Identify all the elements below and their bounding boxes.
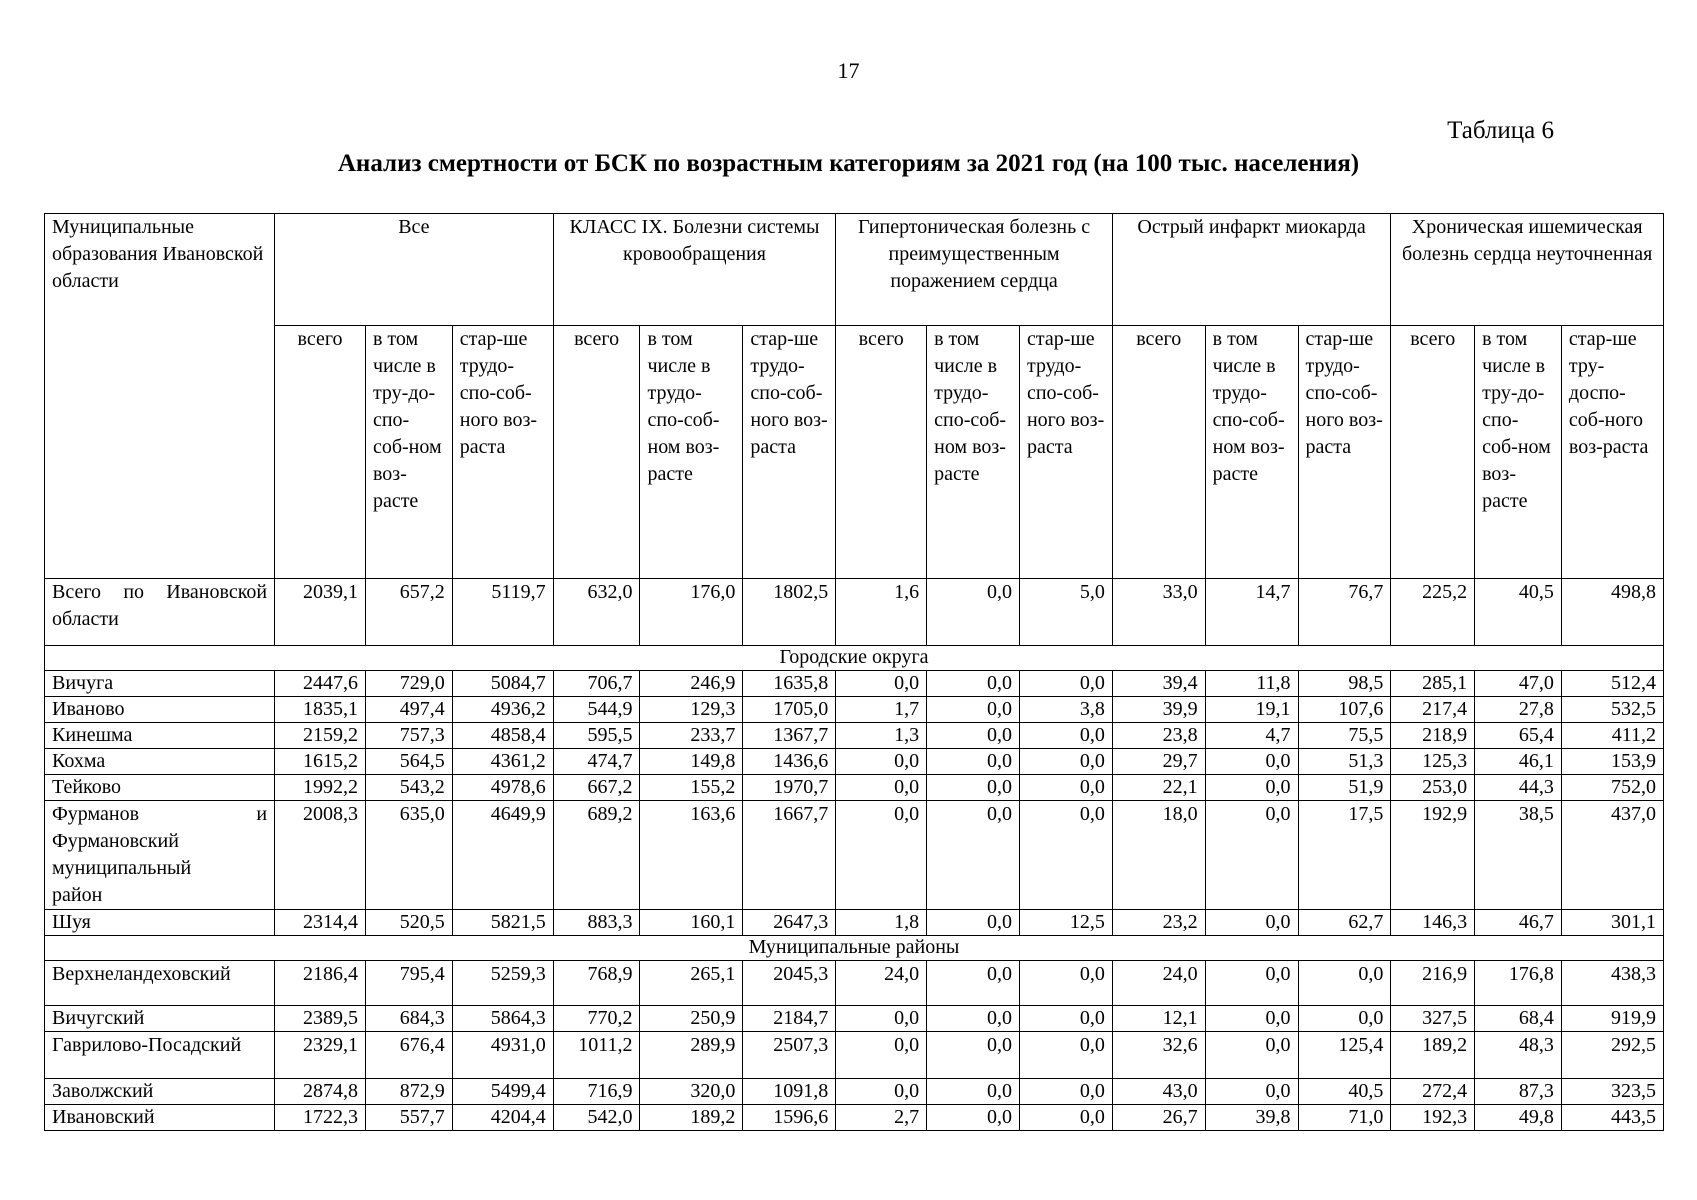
table-cell: 192,9 bbox=[1391, 801, 1475, 910]
table-cell: 770,2 bbox=[553, 1006, 640, 1032]
table-cell: 76,7 bbox=[1298, 579, 1391, 646]
table-cell: 657,2 bbox=[365, 579, 452, 646]
table-cell: 4978,6 bbox=[452, 775, 553, 801]
table-cell: 5499,4 bbox=[452, 1079, 553, 1105]
row-name: Шуя bbox=[45, 910, 275, 936]
table-cell: 2647,3 bbox=[743, 910, 836, 936]
table-cell: 0,0 bbox=[1205, 775, 1298, 801]
table-cell: 919,9 bbox=[1561, 1006, 1663, 1032]
table-cell: 51,9 bbox=[1298, 775, 1391, 801]
table-row bbox=[45, 801, 1664, 910]
row-name bbox=[45, 801, 275, 910]
table-row-total bbox=[45, 579, 1664, 646]
table-cell: 0,0 bbox=[836, 775, 927, 801]
table-cell: 2159,2 bbox=[275, 723, 366, 749]
table-cell: 125,3 bbox=[1391, 749, 1475, 775]
table-cell: 2045,3 bbox=[743, 961, 836, 1006]
table-cell: 0,0 bbox=[927, 1105, 1020, 1131]
header-subcolumn: в том числе в тру-до-спо-соб-ном воз-расте bbox=[1475, 326, 1562, 579]
table-cell: 0,0 bbox=[1019, 1006, 1112, 1032]
table-cell: 272,4 bbox=[1391, 1079, 1475, 1105]
table-cell: 0,0 bbox=[836, 749, 927, 775]
table-cell: 5864,3 bbox=[452, 1006, 553, 1032]
header-subcolumn: стар-ше тру-доспо-соб-ного воз-раста bbox=[1561, 326, 1663, 579]
row-name: Вичугский bbox=[45, 1006, 275, 1032]
table-label: Таблица 6 bbox=[1447, 117, 1554, 144]
table-cell: 29,7 bbox=[1112, 749, 1205, 775]
table-cell: 0,0 bbox=[836, 1032, 927, 1079]
table-cell: 4,7 bbox=[1205, 723, 1298, 749]
table-cell: 474,7 bbox=[553, 749, 640, 775]
row-name-line: Фурманов и bbox=[52, 803, 268, 825]
table-cell: 12,1 bbox=[1112, 1006, 1205, 1032]
table-cell: 706,7 bbox=[553, 671, 640, 697]
table-cell: 5,0 bbox=[1019, 579, 1112, 646]
table-cell: 443,5 bbox=[1561, 1105, 1663, 1131]
table-cell: 0,0 bbox=[836, 1006, 927, 1032]
table-cell: 512,4 bbox=[1561, 671, 1663, 697]
table-row bbox=[45, 775, 1664, 801]
table-cell: 1835,1 bbox=[275, 697, 366, 723]
table-cell: 2874,8 bbox=[275, 1079, 366, 1105]
table-title: Анализ смертности от БСК по возрастным категориям за 2021 год (на 100 тыс. населения) bbox=[337, 150, 1360, 177]
section-title: Муниципальные районы bbox=[45, 936, 1664, 961]
table-cell: 0,0 bbox=[1019, 723, 1112, 749]
table-cell: 0,0 bbox=[836, 671, 927, 697]
table-cell: 768,9 bbox=[553, 961, 640, 1006]
table-cell: 5821,5 bbox=[452, 910, 553, 936]
table-row bbox=[45, 1006, 1664, 1032]
table-cell: 253,0 bbox=[1391, 775, 1475, 801]
header-subcolumn: всего bbox=[1112, 326, 1205, 579]
table-cell: 0,0 bbox=[1019, 775, 1112, 801]
table-cell: 68,4 bbox=[1475, 1006, 1562, 1032]
table-cell: 320,0 bbox=[640, 1079, 743, 1105]
table-cell: 0,0 bbox=[1019, 671, 1112, 697]
table-cell: 0,0 bbox=[1205, 801, 1298, 910]
table-cell: 564,5 bbox=[365, 749, 452, 775]
table-cell: 11,8 bbox=[1205, 671, 1298, 697]
table-cell: 192,3 bbox=[1391, 1105, 1475, 1131]
table-cell: 0,0 bbox=[927, 1006, 1020, 1032]
row-name: Кинешма bbox=[45, 723, 275, 749]
table-cell: 87,3 bbox=[1475, 1079, 1562, 1105]
table-cell: 684,3 bbox=[365, 1006, 452, 1032]
table-cell: 160,1 bbox=[640, 910, 743, 936]
table-cell: 0,0 bbox=[1019, 749, 1112, 775]
table-cell: 0,0 bbox=[1205, 1006, 1298, 1032]
table-cell: 752,0 bbox=[1561, 775, 1663, 801]
table-cell: 1596,6 bbox=[743, 1105, 836, 1131]
table-cell: 2389,5 bbox=[275, 1006, 366, 1032]
table-cell: 2,7 bbox=[836, 1105, 927, 1131]
table-cell: 323,5 bbox=[1561, 1079, 1663, 1105]
table-cell: 0,0 bbox=[927, 1079, 1020, 1105]
table-cell: 4936,2 bbox=[452, 697, 553, 723]
row-name: Вичуга bbox=[45, 671, 275, 697]
table-cell: 40,5 bbox=[1475, 579, 1562, 646]
header-subcolumn: в том числе в трудо-спо-соб-ном воз-расте bbox=[640, 326, 743, 579]
table-cell: 595,5 bbox=[553, 723, 640, 749]
table-cell: 0,0 bbox=[927, 1032, 1020, 1079]
row-name-line: Фурмановский bbox=[52, 830, 179, 852]
table-cell: 71,0 bbox=[1298, 1105, 1391, 1131]
table-row bbox=[45, 697, 1664, 723]
table-cell: 872,9 bbox=[365, 1079, 452, 1105]
table-cell: 2507,3 bbox=[743, 1032, 836, 1079]
table-cell: 4361,2 bbox=[452, 749, 553, 775]
table-cell: 1,6 bbox=[836, 579, 927, 646]
row-name-line: муниципальный bbox=[52, 857, 192, 879]
table-cell: 2186,4 bbox=[275, 961, 366, 1006]
header-subcolumn: стар-ше трудо-спо-соб-ного воз-раста bbox=[1298, 326, 1391, 579]
row-name: Кохма bbox=[45, 749, 275, 775]
table-row bbox=[45, 671, 1664, 697]
table-cell: 543,2 bbox=[365, 775, 452, 801]
table-cell: 1615,2 bbox=[275, 749, 366, 775]
table-cell: 12,5 bbox=[1019, 910, 1112, 936]
table-cell: 0,0 bbox=[927, 579, 1020, 646]
table-cell: 153,9 bbox=[1561, 749, 1663, 775]
table-cell: 40,5 bbox=[1298, 1079, 1391, 1105]
table-cell: 32,6 bbox=[1112, 1032, 1205, 1079]
table-cell: 4649,9 bbox=[452, 801, 553, 910]
table-cell: 2039,1 bbox=[275, 579, 366, 646]
header-group: КЛАСС IX. Болезни системы кровообращения bbox=[553, 214, 836, 326]
header-subcolumn: всего bbox=[553, 326, 640, 579]
table-cell: 146,3 bbox=[1391, 910, 1475, 936]
table-cell: 47,0 bbox=[1475, 671, 1562, 697]
table-row bbox=[45, 1079, 1664, 1105]
header-subcolumn: всего bbox=[836, 326, 927, 579]
table-cell: 189,2 bbox=[640, 1105, 743, 1131]
table-row bbox=[45, 723, 1664, 749]
table-body bbox=[45, 214, 1664, 1131]
table-cell: 125,4 bbox=[1298, 1032, 1391, 1079]
table-cell: 44,3 bbox=[1475, 775, 1562, 801]
header-group: Все bbox=[275, 214, 554, 326]
table-cell: 98,5 bbox=[1298, 671, 1391, 697]
table-cell: 667,2 bbox=[553, 775, 640, 801]
table-cell: 0,0 bbox=[1205, 961, 1298, 1006]
row-name: Заволжский bbox=[45, 1079, 275, 1105]
table-cell: 4204,4 bbox=[452, 1105, 553, 1131]
table-cell: 411,2 bbox=[1561, 723, 1663, 749]
table-cell: 0,0 bbox=[1298, 961, 1391, 1006]
table-cell: 1970,7 bbox=[743, 775, 836, 801]
table-cell: 0,0 bbox=[927, 671, 1020, 697]
header-subcolumn: стар-ше трудо-спо-соб-ного воз-раста bbox=[452, 326, 553, 579]
row-name: Тейково bbox=[45, 775, 275, 801]
table-cell: 0,0 bbox=[836, 1079, 927, 1105]
table-cell: 2008,3 bbox=[275, 801, 366, 910]
row-name: Всего по Ивановской области bbox=[45, 579, 275, 646]
table-cell: 250,9 bbox=[640, 1006, 743, 1032]
table-cell: 1802,5 bbox=[743, 579, 836, 646]
table-cell: 532,5 bbox=[1561, 697, 1663, 723]
table-cell: 729,0 bbox=[365, 671, 452, 697]
table-cell: 0,0 bbox=[927, 775, 1020, 801]
table-cell: 218,9 bbox=[1391, 723, 1475, 749]
table-cell: 189,2 bbox=[1391, 1032, 1475, 1079]
table-cell: 0,0 bbox=[1205, 910, 1298, 936]
table-cell: 49,8 bbox=[1475, 1105, 1562, 1131]
table-cell: 43,0 bbox=[1112, 1079, 1205, 1105]
table-cell: 0,0 bbox=[1205, 749, 1298, 775]
page-number: 17 bbox=[837, 58, 860, 83]
table-cell: 75,5 bbox=[1298, 723, 1391, 749]
table-cell: 0,0 bbox=[927, 801, 1020, 910]
table-cell: 24,0 bbox=[1112, 961, 1205, 1006]
table-cell: 0,0 bbox=[1298, 1006, 1391, 1032]
table-cell: 2314,4 bbox=[275, 910, 366, 936]
table-cell: 883,3 bbox=[553, 910, 640, 936]
table-cell: 544,9 bbox=[553, 697, 640, 723]
header-row-subgroups bbox=[45, 326, 1664, 579]
table-cell: 65,4 bbox=[1475, 723, 1562, 749]
table-cell: 1,8 bbox=[836, 910, 927, 936]
table-cell: 23,8 bbox=[1112, 723, 1205, 749]
row-name: Верхнеландеховский bbox=[45, 961, 275, 1006]
table-cell: 5084,7 bbox=[452, 671, 553, 697]
table-cell: 437,0 bbox=[1561, 801, 1663, 910]
table-cell: 17,5 bbox=[1298, 801, 1391, 910]
table-cell: 19,1 bbox=[1205, 697, 1298, 723]
table-cell: 757,3 bbox=[365, 723, 452, 749]
table-cell: 795,4 bbox=[365, 961, 452, 1006]
table-cell: 51,3 bbox=[1298, 749, 1391, 775]
table-cell: 39,9 bbox=[1112, 697, 1205, 723]
section-header-row bbox=[45, 936, 1664, 961]
table-cell: 0,0 bbox=[1019, 1079, 1112, 1105]
table-cell: 46,7 bbox=[1475, 910, 1562, 936]
table-cell: 107,6 bbox=[1298, 697, 1391, 723]
table-cell: 716,9 bbox=[553, 1079, 640, 1105]
table-cell: 285,1 bbox=[1391, 671, 1475, 697]
table-cell: 0,0 bbox=[927, 910, 1020, 936]
table-cell: 2329,1 bbox=[275, 1032, 366, 1079]
header-row-groups bbox=[45, 214, 1664, 326]
table-cell: 0,0 bbox=[927, 749, 1020, 775]
header-group: Острый инфаркт миокарда bbox=[1112, 214, 1391, 326]
table-cell: 497,4 bbox=[365, 697, 452, 723]
table-cell: 542,0 bbox=[553, 1105, 640, 1131]
table-cell: 62,7 bbox=[1298, 910, 1391, 936]
table-cell: 438,3 bbox=[1561, 961, 1663, 1006]
section-title: Городские округа bbox=[45, 646, 1664, 671]
table-cell: 176,0 bbox=[640, 579, 743, 646]
header-subcolumn: стар-ше трудо-спо-соб-ного воз-раста bbox=[743, 326, 836, 579]
table-cell: 129,3 bbox=[640, 697, 743, 723]
table-cell: 327,5 bbox=[1391, 1006, 1475, 1032]
table-cell: 39,4 bbox=[1112, 671, 1205, 697]
table-cell: 676,4 bbox=[365, 1032, 452, 1079]
row-name-line: район bbox=[52, 884, 103, 906]
table-cell: 292,5 bbox=[1561, 1032, 1663, 1079]
table-cell: 233,7 bbox=[640, 723, 743, 749]
table-cell: 1,3 bbox=[836, 723, 927, 749]
table-cell: 24,0 bbox=[836, 961, 927, 1006]
table-cell: 520,5 bbox=[365, 910, 452, 936]
table-cell: 301,1 bbox=[1561, 910, 1663, 936]
table-cell: 1011,2 bbox=[553, 1032, 640, 1079]
table-cell: 1635,8 bbox=[743, 671, 836, 697]
table-cell: 217,4 bbox=[1391, 697, 1475, 723]
table-cell: 632,0 bbox=[553, 579, 640, 646]
header-group: Гипертоническая болезнь с преимущественным поражением сердца bbox=[836, 214, 1113, 326]
header-subcolumn: в том числе в трудо-спо-соб-ном воз-расте bbox=[927, 326, 1020, 579]
table-cell: 557,7 bbox=[365, 1105, 452, 1131]
table-cell: 27,8 bbox=[1475, 697, 1562, 723]
table-cell: 289,9 bbox=[640, 1032, 743, 1079]
table-cell: 163,6 bbox=[640, 801, 743, 910]
section-header-row bbox=[45, 646, 1664, 671]
row-name: Иваново bbox=[45, 697, 275, 723]
table-cell: 23,2 bbox=[1112, 910, 1205, 936]
table-cell: 0,0 bbox=[1019, 1105, 1112, 1131]
table-cell: 46,1 bbox=[1475, 749, 1562, 775]
table-cell: 216,9 bbox=[1391, 961, 1475, 1006]
table-cell: 225,2 bbox=[1391, 579, 1475, 646]
table-cell: 265,1 bbox=[640, 961, 743, 1006]
table-cell: 246,9 bbox=[640, 671, 743, 697]
table-cell: 3,8 bbox=[1019, 697, 1112, 723]
header-subcolumn: в том числе в тру-до-спо-соб-ном воз-расте bbox=[365, 326, 452, 579]
table-cell: 2447,6 bbox=[275, 671, 366, 697]
header-subcolumn: всего bbox=[1391, 326, 1475, 579]
table-cell: 155,2 bbox=[640, 775, 743, 801]
table-cell: 1091,8 bbox=[743, 1079, 836, 1105]
table-cell: 5259,3 bbox=[452, 961, 553, 1006]
row-name: Ивановский bbox=[45, 1105, 275, 1131]
table-cell: 0,0 bbox=[1019, 1032, 1112, 1079]
table-cell: 26,7 bbox=[1112, 1105, 1205, 1131]
table-cell: 2184,7 bbox=[743, 1006, 836, 1032]
table-cell: 0,0 bbox=[1205, 1032, 1298, 1079]
header-subcolumn: всего bbox=[275, 326, 366, 579]
table-cell: 498,8 bbox=[1561, 579, 1663, 646]
table-cell: 39,8 bbox=[1205, 1105, 1298, 1131]
header-group: Хроническая ишемическая болезнь сердца неуточненная bbox=[1391, 214, 1664, 326]
table-cell: 18,0 bbox=[1112, 801, 1205, 910]
table-cell: 689,2 bbox=[553, 801, 640, 910]
row-name: Гаврилово-Посадский bbox=[45, 1032, 275, 1079]
table-cell: 176,8 bbox=[1475, 961, 1562, 1006]
table-cell: 1,7 bbox=[836, 697, 927, 723]
table-cell: 0,0 bbox=[836, 801, 927, 910]
table-cell: 48,3 bbox=[1475, 1032, 1562, 1079]
header-municipality: Муниципальные образования Ивановской области bbox=[45, 214, 275, 579]
table-cell: 1722,3 bbox=[275, 1105, 366, 1131]
mortality-table bbox=[44, 213, 1664, 1131]
table-cell: 1436,6 bbox=[743, 749, 836, 775]
table-cell: 1705,0 bbox=[743, 697, 836, 723]
table-cell: 0,0 bbox=[1205, 1079, 1298, 1105]
table-cell: 5119,7 bbox=[452, 579, 553, 646]
table-cell: 0,0 bbox=[927, 723, 1020, 749]
table-cell: 0,0 bbox=[927, 697, 1020, 723]
table-cell: 22,1 bbox=[1112, 775, 1205, 801]
table-row bbox=[45, 1032, 1664, 1079]
table-cell: 38,5 bbox=[1475, 801, 1562, 910]
table-cell: 4931,0 bbox=[452, 1032, 553, 1079]
table-row bbox=[45, 749, 1664, 775]
table-cell: 0,0 bbox=[1019, 801, 1112, 910]
table-cell: 14,7 bbox=[1205, 579, 1298, 646]
table-cell: 0,0 bbox=[1019, 961, 1112, 1006]
table-row bbox=[45, 1105, 1664, 1131]
table-cell: 33,0 bbox=[1112, 579, 1205, 646]
table-cell: 149,8 bbox=[640, 749, 743, 775]
table-cell: 1367,7 bbox=[743, 723, 836, 749]
table-cell: 0,0 bbox=[927, 961, 1020, 1006]
table-cell: 1992,2 bbox=[275, 775, 366, 801]
table-cell: 635,0 bbox=[365, 801, 452, 910]
header-subcolumn: в том числе в трудо-спо-соб-ном воз-расте bbox=[1205, 326, 1298, 579]
table-cell: 4858,4 bbox=[452, 723, 553, 749]
header-subcolumn: стар-ше трудо-спо-соб-ного воз-раста bbox=[1019, 326, 1112, 579]
table-row bbox=[45, 961, 1664, 1006]
table-cell: 1667,7 bbox=[743, 801, 836, 910]
table-row bbox=[45, 910, 1664, 936]
